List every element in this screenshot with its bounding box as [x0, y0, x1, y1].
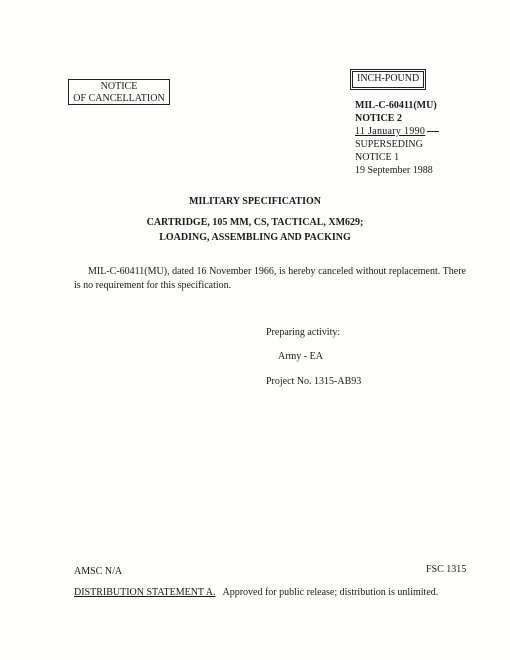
- distribution-label: DISTRIBUTION STATEMENT A.: [74, 587, 216, 598]
- notice-date: 11 January 1990: [355, 126, 426, 137]
- notice-number: NOTICE 2: [355, 113, 402, 124]
- preparing-activity: Army - EA: [278, 351, 323, 362]
- distribution-text: Approved for public release; distribution is unlimited.: [222, 587, 439, 598]
- superseding-label: SUPERSEDING: [355, 139, 423, 150]
- date-trailing-rule: [427, 131, 439, 132]
- cancellation-line-2: OF CANCELLATION: [73, 93, 165, 104]
- cancellation-notice-box: [68, 79, 170, 105]
- subject-line-1: CARTRIDGE, 105 MM, CS, TACTICAL, XM629;: [146, 217, 364, 228]
- project-number: Project No. 1315-AB93: [266, 376, 362, 387]
- subject-line-2: LOADING, ASSEMBLING AND PACKING: [159, 232, 351, 243]
- preparing-label: Preparing activity:: [266, 327, 341, 338]
- amsc-code: AMSC N/A: [74, 566, 123, 577]
- inch-pound-box: INCH-POUND: [352, 71, 424, 88]
- cancellation-line-1: NOTICE: [100, 81, 138, 92]
- doc-id: MIL-C-60411(MU): [355, 100, 437, 111]
- distribution-statement: [74, 587, 438, 598]
- notice-date-row: [355, 125, 439, 138]
- fsc-code: FSC 1315: [426, 564, 467, 575]
- previous-notice: NOTICE 1: [355, 152, 400, 163]
- document-header: [355, 99, 439, 177]
- spec-title: MILITARY SPECIFICATION: [189, 196, 321, 207]
- cancellation-statement: MIL-C-60411(MU), dated 16 November 1966, is hereby canceled without replacement. There is no requirement for this specification.: [74, 266, 466, 291]
- previous-date: 19 September 1988: [355, 165, 433, 176]
